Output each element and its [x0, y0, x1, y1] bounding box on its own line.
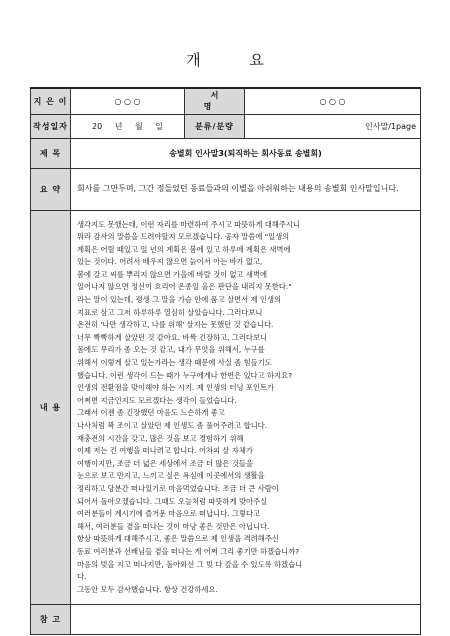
content-line: 눈으로 보고 만지고, 느끼고 싶은 욕심에 이곳에서의 생활을 — [77, 471, 265, 481]
content-line: 정리하고 당분간 떠나있기로 마음먹었습니다. 조금 더 큰 사람이 — [77, 483, 279, 493]
content-line: 위해서 이렇게 살고 있는가라는 생각 때문에 사실 좀 힘들기도 — [77, 358, 272, 368]
date-label: 작성일자 — [31, 114, 71, 138]
date-value: 20 년 월 일 — [71, 114, 185, 138]
content-line: 계획은 어릴 때있고 일 년의 계획은 봄에 있고 하루에 계획은 새벽에 — [77, 244, 291, 254]
author-row — [31, 88, 421, 114]
note-label: 참 고 — [31, 604, 71, 634]
content-line: 재충전의 시간을 갖고, 많은 것을 보고 경험하기 위해 — [77, 433, 244, 443]
subject-row — [31, 138, 421, 168]
content-line: 다. — [77, 572, 87, 582]
content-line: 지표로 삼고 그저 하루하루 열심히 살았습니다. 그러다보니 — [77, 307, 263, 317]
subject-value: 송별회 인사말3(퇴직하는 회사동료 송별회) — [71, 138, 421, 168]
summary-row — [31, 168, 421, 210]
content-line: 너무 빡빡하게 살았던 것 같아요. 바짝 긴장하고, 그러다보니 — [77, 332, 268, 342]
page-title: 개 요 — [186, 51, 286, 69]
content-line: 어쩌면 지금인지도 모르겠다는 생각이 들었습니다. — [77, 395, 237, 405]
note-row — [31, 604, 421, 634]
content-line: 나사처럼 꽉 조이고 살았던 제 인생도 좀 풀어주려고 합니다. — [77, 421, 268, 430]
content-line: 일어나지 않으면 정신이 흐리어 온종일 올은 판단을 내리지 못한다." — [77, 282, 292, 292]
content-line: 여행이지만, 조금 더 넓은 세상에서 조금 더 많은 것들을 — [77, 458, 253, 468]
content-line: 몸에도 무리가 좀 오는 것 같고, 내가 무엇을 위해서, 누구를 — [77, 345, 265, 355]
author-label: 지 은 이 — [31, 88, 71, 114]
content-line: 생각지도 못했는데, 이런 자리를 마련하여 주시고 따뜻하게 대해주시니 — [77, 219, 300, 229]
content-line: 해서, 여러분들 곁을 떠나는 것이 마냥 좋은 것만은 아닙니다. — [77, 521, 270, 531]
content-line: 뭐라 감사의 말씀을 드려야할지 모르겠습니다. 공자 말씀에 "일생의 — [77, 232, 290, 242]
content-label: 내 용 — [31, 210, 71, 604]
content-line: 그래서 이젠 좀 긴장했던 마음도 느슨하게 좋고 — [77, 408, 225, 418]
content-line: 여러분들이 계시기에 즐거운 마음으로 떠납니다. 그렇다고 — [77, 509, 261, 519]
content-line: 온전히 '나만 생각하고, 나를 위해' 살지는 못했던 것 같습니다. — [77, 320, 274, 330]
category-label: 분류/분량 — [185, 114, 245, 138]
content-line: 되어서 돌아오겠습니다. 그때도 오늘처럼 따뜻하게 맞아주실 — [77, 496, 268, 506]
content-line: 라는 말이 있는데, 평생 그 말을 가슴 안에 품고 살면서 제 인생의 — [77, 295, 282, 305]
content-line: 항상 따뜻하게 대해주시고, 좋은 말씀으로 제 인생을 격려해주신 — [77, 534, 279, 544]
content-line: 그동안 모두 감사했습니다. 항상 건강하세요. — [77, 584, 218, 594]
document-form-table — [30, 87, 421, 635]
content-line: 있는 것이다. 어려서 배우지 않으면 늙어서 아는 바가 없고, — [77, 257, 263, 267]
name-value: ○ ○ ○ — [245, 88, 421, 114]
content-line: 마음의 빚을 지고 떠나지만, 돌아와선 그 빚 다 갚을 수 있도록 하겠습니 — [77, 559, 303, 569]
content-lines — [77, 219, 414, 597]
content-body — [71, 210, 421, 604]
content-line: 인생의 전환점을 맞이해야 하는 시기. 제 인생의 터닝 포인트가 — [77, 383, 275, 393]
category-value: 인사말/1page — [245, 114, 421, 138]
content-line: 동료 여러분과 선배님들 곁을 떠나는 게 어쩌 그리 좋기만 하겠습니까? — [77, 546, 300, 556]
content-line: 했습니다. 이런 생각이 드는 때가 누구에게나 한번은 있다고 하지요? — [77, 370, 293, 380]
summary-value: 회사를 그만두며, 그간 정들었던 동료들과의 이별을 아쉬워하는 내용의 송별회 인사말입니다. — [71, 168, 421, 210]
content-line: 봄에 갈고 씨를 뿌리지 않으면 가을에 바랄 것이 없고 새벽에 — [77, 269, 268, 279]
subject-label: 제 목 — [31, 138, 71, 168]
summary-label: 요 약 — [31, 168, 71, 210]
content-line: 이제 저는 긴 여행을 떠나려고 합니다. 어차피 살 자체가 — [77, 446, 253, 456]
content-row — [31, 210, 421, 604]
author-value: ○ ○ ○ — [71, 88, 185, 114]
note-value — [71, 604, 421, 634]
name-label: 서 명 — [185, 88, 245, 114]
date-row — [31, 114, 421, 138]
